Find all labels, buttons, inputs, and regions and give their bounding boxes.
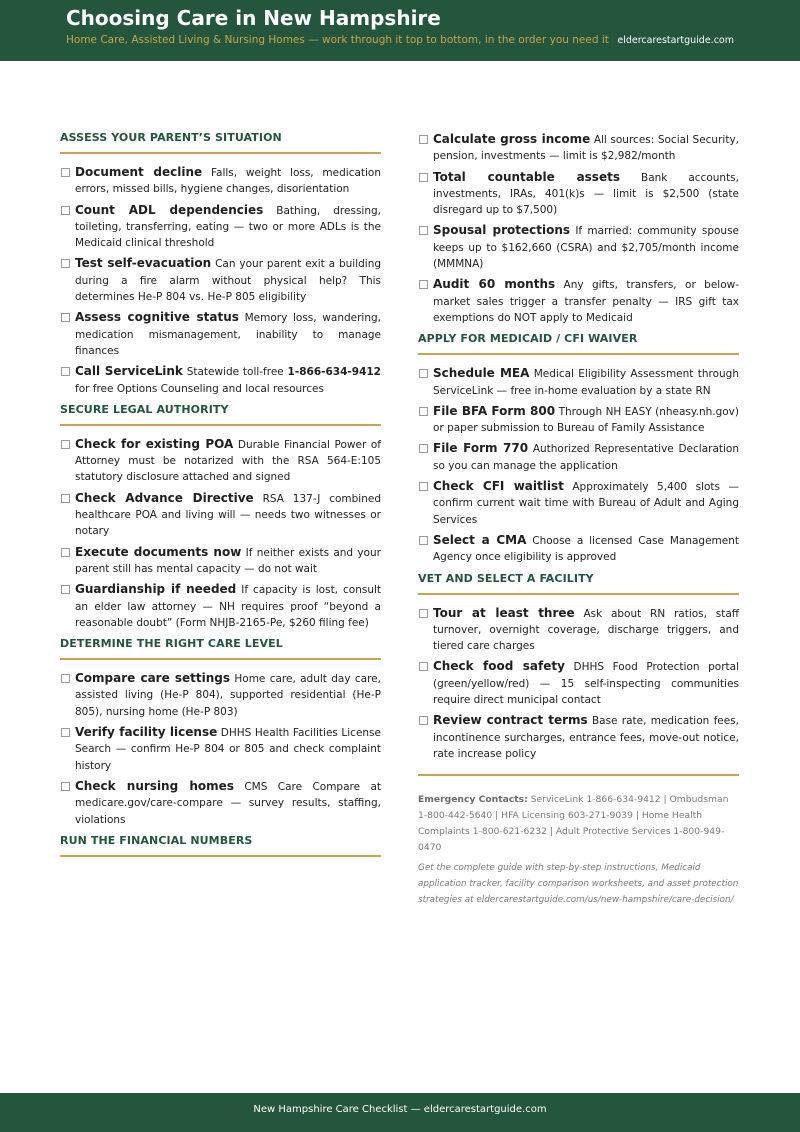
checklist-item xyxy=(418,131,739,165)
checklist-item xyxy=(418,478,739,528)
item-name: Call ServiceLink xyxy=(75,364,183,379)
item-description: Bank accounts, investments, IRAs, 401(k)s — limit is $2,500 (state disregard up to $7,500) xyxy=(433,171,739,217)
page-subtitle: Home Care, Assisted Living & Nursing Homes — work through it top to bottom, in the order you need it xyxy=(66,34,609,46)
checkbox-icon[interactable] xyxy=(419,444,428,453)
checkbox-icon[interactable] xyxy=(61,440,70,449)
item-description: Medical Eligibility Assessment through ServiceLink — free in-home evaluation by a state RN xyxy=(433,368,739,397)
section-title: VET AND SELECT A FACILITY xyxy=(418,572,739,595)
checkbox-icon[interactable] xyxy=(61,313,70,322)
item-description: CMS Care Compare at medicare.gov/care-compare — survey results, staffing, violations xyxy=(75,780,381,826)
checklist-item xyxy=(418,605,739,655)
item-description: DHHS Food Protection portal (green/yellow/red) — 15 self-inspecting communities require direct municipal contact xyxy=(433,661,739,707)
item-description: If capacity is lost, consult an elder law attorney — NH requires proof “beyond a reasonable doubt” (Form NHJB-2165-Pe, $260 filing fee) xyxy=(75,584,382,629)
checklist-section xyxy=(418,332,739,565)
checkbox-icon[interactable] xyxy=(419,716,428,725)
checkbox-icon[interactable] xyxy=(419,226,428,235)
section-title: ASSESS YOUR PARENT’S SITUATION xyxy=(60,131,381,154)
item-description: RSA 137-J combined healthcare POA and living will — needs two witnesses or notary xyxy=(75,492,381,538)
checkbox-icon[interactable] xyxy=(61,494,70,503)
checklist-item xyxy=(60,436,381,486)
checklist-section xyxy=(60,637,381,828)
item-name: Verify facility license xyxy=(75,725,218,740)
item-name: Calculate gross income xyxy=(433,132,591,146)
checkbox-icon[interactable] xyxy=(61,259,70,268)
section-title: SECURE LEGAL AUTHORITY xyxy=(60,403,381,426)
item-description: Bathing, dressing, toileting, transferring, eating — two or more ADLs is the Medicaid clinical threshold xyxy=(75,204,381,250)
promo-text: Get the complete guide with step-by-step instructions, Medicaid application tracker, facility comparison worksheets, and asset protection strategies at eldercarestartguide.com/us/new-hampshire/care-decision/ xyxy=(418,863,739,906)
emergency-contacts-label: Emergency Contacts: xyxy=(418,794,528,806)
checkbox-icon[interactable] xyxy=(61,585,70,594)
item-name: Audit 60 months xyxy=(433,277,556,292)
item-name: Check CFI waitlist xyxy=(433,479,564,494)
checkbox-icon[interactable] xyxy=(61,728,70,737)
item-name: Guardianship if needed xyxy=(75,582,237,597)
footer-text: New Hampshire Care Checklist — eldercarestartguide.com xyxy=(253,1104,547,1115)
item-description: Choose a licensed Case Management Agency once eligibility is approved xyxy=(433,534,740,564)
item-description: Through NH EASY (nheasy.nh.gov) or paper submission to Bureau of Family Assistance xyxy=(433,405,739,435)
item-description: Any gifts, transfers, or below-market sales trigger a transfer penalty — IRS gift tax exemptions do NOT apply to Medicaid xyxy=(433,279,739,324)
checkbox-icon[interactable] xyxy=(61,168,70,177)
checklist-item xyxy=(418,276,739,326)
item-name: Check nursing homes xyxy=(75,778,234,793)
item-name: Document decline xyxy=(75,165,203,179)
checkbox-icon[interactable] xyxy=(419,369,428,378)
item-name: File Form 770 xyxy=(433,441,529,456)
item-description: DHHS Health Facilities License Search — confirm He-P 804 or 805 and check complaint history xyxy=(75,727,381,772)
item-description: Home care, adult day care, assisted living (He-P 804), supported residential (He-P 805), nursing home (He-P 803) xyxy=(75,673,381,718)
checklist-item xyxy=(60,544,381,578)
checklist-item xyxy=(60,363,381,397)
checklist-item xyxy=(418,169,739,219)
checklist-item xyxy=(418,532,739,566)
item-description: If neither exists and your parent still has mental capacity — do not wait xyxy=(75,546,381,575)
item-name: Select a CMA xyxy=(433,532,527,547)
item-description: If married: community spouse keeps up to $162,660 (CSRA) and $2,705/month income (MMMNA) xyxy=(433,225,739,271)
checklist-item xyxy=(60,202,381,252)
section-title: DETERMINE THE RIGHT CARE LEVEL xyxy=(60,637,381,660)
item-name: Check Advance Directive xyxy=(75,490,254,505)
checklist-item xyxy=(60,581,381,631)
item-name: Spousal protections xyxy=(433,223,571,238)
section-title: RUN THE FINANCIAL NUMBERS xyxy=(60,834,381,857)
item-description: All sources: Social Security, pension, investments — limit is $2,982/month xyxy=(433,134,739,163)
item-description: Ask about RN ratios, staff turnover, overnight coverage, discharge triggers, and tiered care charges xyxy=(433,607,739,653)
checkbox-icon[interactable] xyxy=(61,548,70,557)
checklist-item xyxy=(418,440,739,474)
item-description: Statewide toll-free xyxy=(186,366,284,379)
checklist-item xyxy=(60,164,381,198)
item-description: Approximately 5,400 slots — confirm current wait time with Bureau of Adult and Aging Services xyxy=(433,481,739,526)
checklist-item xyxy=(418,658,739,708)
checklist-item xyxy=(60,670,381,720)
checklist-item xyxy=(418,712,739,762)
checklist-section xyxy=(60,131,381,397)
checklist-item xyxy=(418,365,739,399)
page-title: Choosing Care in New Hampshire xyxy=(66,6,441,30)
checkbox-icon[interactable] xyxy=(61,674,70,683)
item-name: Check food safety xyxy=(433,659,565,674)
item-description: Durable Financial Power of Attorney must be notarized with the RSA 564-E:105 statutory disclosure attached and signed xyxy=(75,438,381,484)
checkbox-icon[interactable] xyxy=(419,135,428,144)
emergency-contacts xyxy=(418,792,739,856)
item-name: Assess cognitive status xyxy=(75,310,239,325)
checkbox-icon[interactable] xyxy=(61,367,70,376)
checklist-section xyxy=(60,403,381,631)
checkbox-icon[interactable] xyxy=(419,609,428,618)
checklist-item xyxy=(60,724,381,774)
item-description: Base rate, medication fees, incontinence surcharges, entrance fees, move-out notice, rate increase policy xyxy=(433,715,739,760)
item-name: File BFA Form 800 xyxy=(433,403,556,418)
item-name: Total countable assets xyxy=(433,169,620,184)
checkbox-icon[interactable] xyxy=(419,280,428,289)
right-column xyxy=(418,131,739,908)
checklist-item xyxy=(60,778,381,828)
checkbox-icon[interactable] xyxy=(61,206,70,215)
page-footer xyxy=(0,1093,800,1132)
item-name: Test self-evacuation xyxy=(75,256,212,271)
section-title: APPLY FOR MEDICAID / CFI WAIVER xyxy=(418,332,739,355)
item-description: Can your parent exit a building during a fire alarm without physical help? This determines He-P 804 vs. He-P 805 eligibility xyxy=(75,258,382,304)
header-site-url: eldercarestartguide.com xyxy=(617,35,734,46)
item-name: Count ADL dependencies xyxy=(75,202,264,217)
checkbox-icon[interactable] xyxy=(419,407,428,416)
checkbox-icon[interactable] xyxy=(419,173,428,182)
item-description: for free Options Counseling and local resources xyxy=(75,382,324,395)
checkbox-icon[interactable] xyxy=(61,782,70,791)
page-header xyxy=(0,0,800,61)
item-name: Execute documents now xyxy=(75,544,242,559)
phone-number: 1-866-634-9412 xyxy=(287,366,381,379)
emergency-contacts-text: ServiceLink 1-866-634-9412 | Ombudsman 1-800-442-5640 | HFA Licensing 603-271-9039 | Home Health Complaints 1-800-621-6232 | Adult Protective Services 1-800-949-0470 xyxy=(418,794,729,854)
item-name: Schedule MEA xyxy=(433,366,530,381)
divider xyxy=(418,774,739,776)
checklist-section xyxy=(418,572,739,763)
item-name: Check for existing POA xyxy=(75,436,234,451)
checklist-section xyxy=(60,834,381,857)
checklist-section-continued xyxy=(418,131,739,326)
checklist-item xyxy=(60,490,381,540)
item-description: Falls, weight loss, medication errors, missed bills, hygiene changes, disorientation xyxy=(75,167,382,196)
checklist-item xyxy=(60,255,381,305)
item-description: Authorized Representative Declaration so you can manage the application xyxy=(433,443,740,472)
checklist-item xyxy=(60,309,381,359)
checklist-item xyxy=(418,403,739,437)
checkbox-icon[interactable] xyxy=(419,662,428,671)
left-column xyxy=(60,131,381,867)
checkbox-icon[interactable] xyxy=(419,536,428,545)
item-name: Compare care settings xyxy=(75,671,231,686)
item-description: Memory loss, wandering, medication mismanagement, inability to manage finances xyxy=(75,312,381,357)
checklist-item xyxy=(418,222,739,272)
item-name: Tour at least three xyxy=(433,605,575,620)
checkbox-icon[interactable] xyxy=(419,482,428,491)
item-name: Review contract terms xyxy=(433,713,588,728)
